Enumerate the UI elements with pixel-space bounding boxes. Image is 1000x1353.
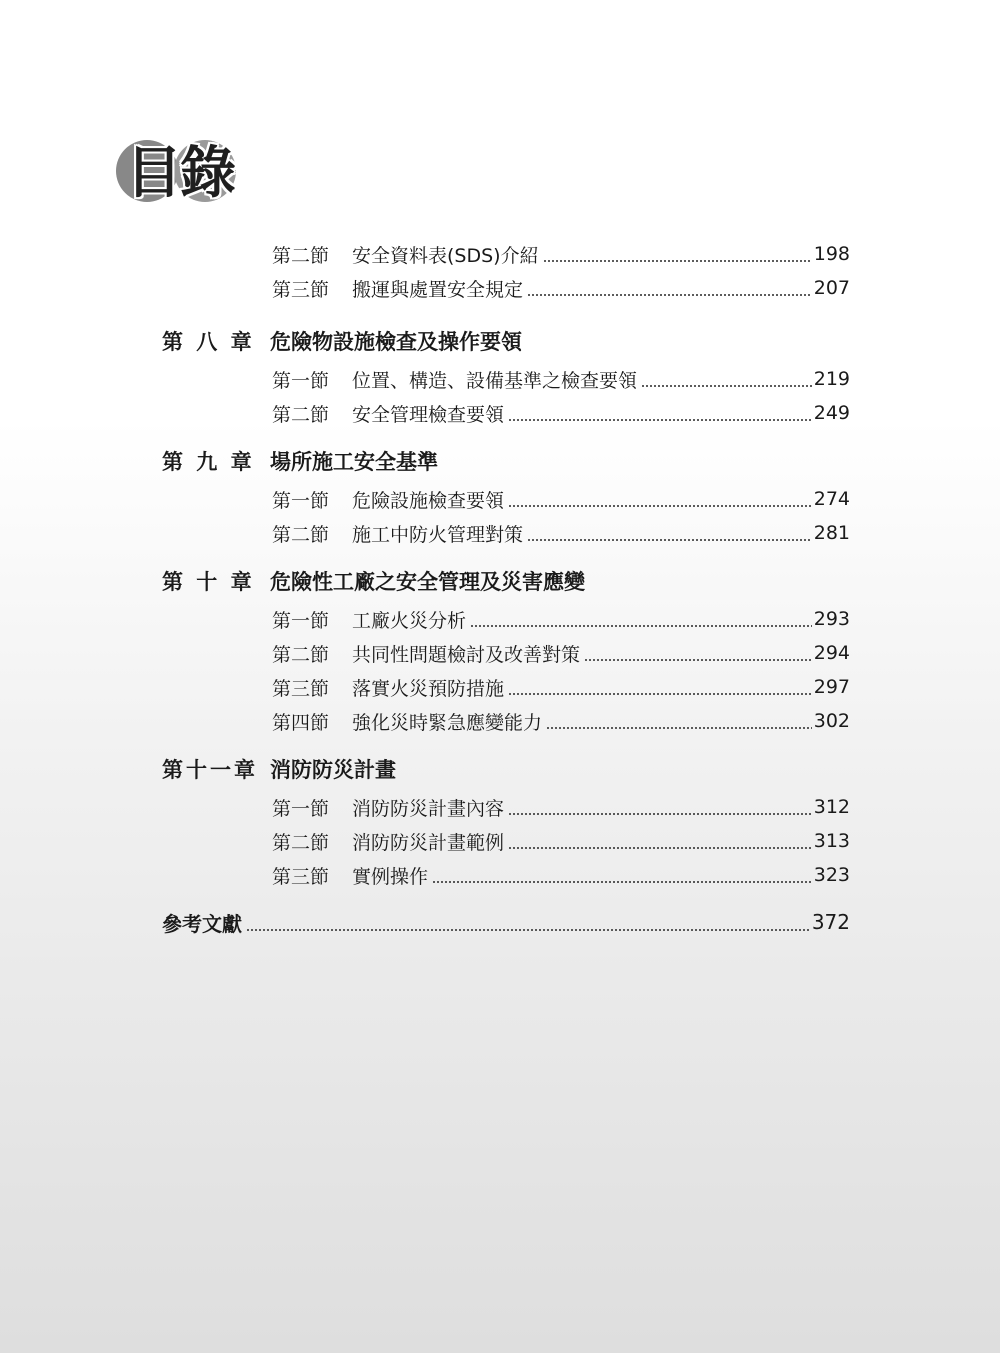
- dot-leader: [508, 484, 812, 514]
- section-title: 消防防災計畫內容: [352, 797, 505, 820]
- section-title: 強化災時緊急應變能力: [352, 711, 543, 734]
- page-number: 293: [813, 608, 850, 630]
- page-number: 372: [811, 910, 850, 934]
- page-number: 249: [813, 402, 850, 424]
- section-number: 第三節: [272, 865, 330, 888]
- page-number: 281: [813, 522, 850, 544]
- toc-section-entry[interactable]: [272, 273, 850, 303]
- dot-leader: [508, 792, 812, 822]
- section-title: 施工中防火管理對策: [352, 523, 524, 546]
- toc-section-entry[interactable]: [272, 398, 850, 428]
- section-number: 第三節: [272, 677, 330, 700]
- chapter-number: 第十一章: [162, 758, 258, 782]
- section-number: 第四節: [272, 711, 330, 734]
- section-number: 第三節: [272, 278, 330, 301]
- dot-leader: [641, 364, 812, 394]
- section-number: 第二節: [272, 643, 330, 666]
- toc-section-entry[interactable]: [272, 672, 850, 702]
- toc-section-entry[interactable]: [272, 518, 850, 548]
- toc-section-entry[interactable]: [272, 484, 850, 514]
- toc-references-entry[interactable]: [162, 906, 850, 938]
- section-title: 搬運與處置安全規定: [352, 278, 524, 301]
- toc-section-entry[interactable]: [272, 364, 850, 394]
- section-title: 危險設施檢查要領: [352, 489, 505, 512]
- references-title: 參考文獻: [162, 911, 242, 936]
- dot-leader: [543, 239, 812, 269]
- page-number: 294: [813, 642, 850, 664]
- toc-chapter-heading[interactable]: [162, 325, 522, 357]
- page-number: 302: [813, 710, 850, 732]
- toc-section-entry[interactable]: [272, 826, 850, 856]
- section-number: 第二節: [272, 523, 330, 546]
- chapter-title: 危險物設施檢查及操作要領: [270, 330, 522, 354]
- toc-section-entry[interactable]: [272, 638, 850, 668]
- page-number: 207: [813, 277, 850, 299]
- dot-leader: [432, 860, 812, 890]
- chapter-title: 場所施工安全基準: [270, 450, 438, 474]
- page-title: 目錄: [126, 141, 234, 206]
- chapter-number: 第 九 章: [162, 450, 255, 474]
- toc-section-entry[interactable]: [272, 860, 850, 890]
- section-number: 第二節: [272, 403, 330, 426]
- toc-section-entry[interactable]: [272, 604, 850, 634]
- dot-leader: [508, 398, 812, 428]
- section-title: 安全資料表(SDS)介紹: [352, 244, 539, 267]
- section-number: 第一節: [272, 797, 330, 820]
- section-title: 安全管理檢查要領: [352, 403, 505, 426]
- page-number: 313: [813, 830, 850, 852]
- page-number: 297: [813, 676, 850, 698]
- section-number: 第二節: [272, 244, 330, 267]
- section-title: 落實火災預防措施: [352, 677, 505, 700]
- dot-leader: [470, 604, 812, 634]
- section-title: 共同性問題檢討及改善對策: [352, 643, 581, 666]
- dot-leader: [508, 826, 812, 856]
- toc-section-entry[interactable]: [272, 706, 850, 736]
- page-number: 312: [813, 796, 850, 818]
- chapter-number: 第 十 章: [162, 570, 255, 594]
- toc-chapter-heading[interactable]: [162, 565, 585, 597]
- page-number: 198: [813, 243, 850, 265]
- dot-leader: [527, 273, 812, 303]
- dot-leader: [508, 672, 812, 702]
- dot-leader: [546, 706, 812, 736]
- section-number: 第二節: [272, 831, 330, 854]
- toc-section-entry[interactable]: [272, 239, 850, 269]
- chapter-title: 消防防災計畫: [270, 758, 396, 782]
- section-title: 實例操作: [352, 865, 429, 888]
- section-title: 位置、構造、設備基準之檢查要領: [352, 369, 638, 392]
- chapter-number: 第 八 章: [162, 330, 255, 354]
- page-number: 323: [813, 864, 850, 886]
- toc-chapter-heading[interactable]: [162, 753, 396, 785]
- dot-leader: [584, 638, 812, 668]
- section-number: 第一節: [272, 609, 330, 632]
- section-number: 第一節: [272, 369, 330, 392]
- toc-chapter-heading[interactable]: [162, 445, 438, 477]
- toc-title-block: [112, 136, 252, 214]
- section-title: 工廠火災分析: [352, 609, 467, 632]
- section-title: 消防防災計畫範例: [352, 831, 505, 854]
- section-number: 第一節: [272, 489, 330, 512]
- page-number: 274: [813, 488, 850, 510]
- dot-leader: [246, 906, 810, 938]
- chapter-title: 危險性工廠之安全管理及災害應變: [270, 570, 585, 594]
- page-number: 219: [813, 368, 850, 390]
- dot-leader: [527, 518, 812, 548]
- toc-section-entry[interactable]: [272, 792, 850, 822]
